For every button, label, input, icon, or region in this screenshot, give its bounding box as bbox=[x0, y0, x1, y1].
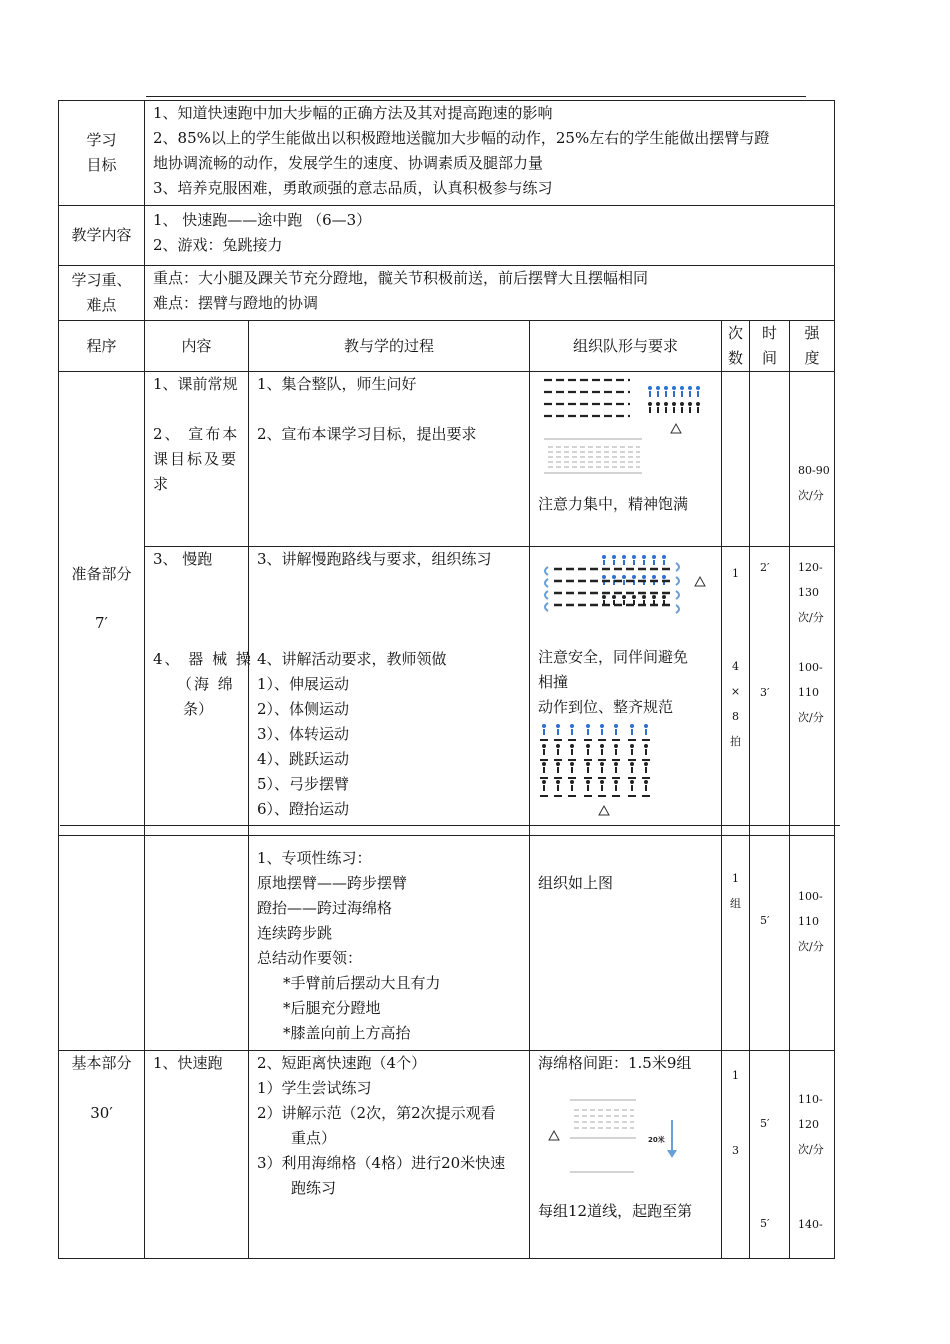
header-intensity-1: 强 bbox=[804, 324, 820, 342]
org-note: 注意力集中，精神饱满 bbox=[538, 495, 689, 513]
content-line: 条） bbox=[183, 700, 214, 718]
keypoints-label bbox=[59, 266, 145, 321]
prep-routine-duration bbox=[750, 372, 790, 547]
intensity-line: 次/分 bbox=[798, 940, 824, 953]
objective-line: 3、培养克服困难，勇敢顽强的意志品质，认真积极参与练习 bbox=[153, 179, 553, 197]
prep-routine-times bbox=[722, 372, 750, 547]
process-line: 4、讲解活动要求，教师领做 bbox=[257, 650, 447, 668]
content-line: 课目标及要 bbox=[153, 450, 239, 468]
prep-warmup-duration bbox=[750, 547, 790, 836]
prep-section-time: 7′ bbox=[95, 614, 108, 632]
prep-routine-process bbox=[249, 372, 530, 547]
objectives-label-2: 目标 bbox=[86, 156, 117, 174]
basic-intensity bbox=[790, 1051, 835, 1259]
process-line: 1、专项性练习： bbox=[257, 849, 372, 867]
times-line: 8 bbox=[732, 710, 739, 723]
process-line: 3）、体转运动 bbox=[257, 725, 350, 743]
process-line: 2、宣布本课学习目标，提出要求 bbox=[257, 425, 477, 443]
times-line: 4 bbox=[732, 660, 739, 673]
content-line: 1、快速跑 bbox=[153, 1054, 223, 1072]
special-process bbox=[249, 836, 530, 1051]
org-note: 相撞 bbox=[538, 673, 569, 691]
process-line: *膝盖向前上方高抬 bbox=[283, 1024, 411, 1042]
process-line: 重点） bbox=[291, 1129, 337, 1147]
intensity-line: 120- bbox=[798, 561, 823, 574]
prep-warmup-org bbox=[530, 547, 722, 836]
times-line: 组 bbox=[730, 897, 741, 910]
intensity-line: 次/分 bbox=[798, 1143, 824, 1156]
process-line: 2、短距离快速跑（4个） bbox=[257, 1054, 427, 1072]
header-duration-1: 时 bbox=[761, 324, 777, 342]
process-line: 6）、蹬抬运动 bbox=[257, 800, 350, 818]
duration-line: 5′ bbox=[760, 914, 770, 927]
header-intensity-2: 度 bbox=[804, 349, 820, 367]
prep-row-routine bbox=[59, 372, 835, 547]
special-procedure bbox=[59, 836, 145, 1051]
intensity-line: 100- bbox=[798, 661, 823, 674]
process-line: 2）、体侧运动 bbox=[257, 700, 350, 718]
intensity-line: 次/分 bbox=[798, 711, 824, 724]
keypoint-line: 难点：摆臂与蹬地的协调 bbox=[153, 294, 319, 312]
basic-section-time: 30′ bbox=[90, 1104, 113, 1122]
special-org bbox=[530, 836, 722, 1051]
objectives-label bbox=[59, 101, 145, 206]
intensity-line: 次/分 bbox=[798, 611, 824, 624]
jogging-route-diagram bbox=[530, 547, 720, 637]
special-duration bbox=[750, 836, 790, 1051]
prep-warmup-times bbox=[722, 547, 750, 836]
header-times-2: 数 bbox=[727, 349, 743, 367]
duration-line: 2′ bbox=[760, 561, 770, 574]
special-times bbox=[722, 836, 750, 1051]
content-line: 1、 快速跑——途中跑 （6—3） bbox=[153, 211, 372, 229]
basic-section-title: 基本部分 bbox=[71, 1054, 132, 1072]
prep-row-warmup bbox=[59, 547, 835, 836]
duration-line: 5′ bbox=[760, 1217, 770, 1230]
content-text bbox=[145, 206, 835, 266]
keypoints-row bbox=[59, 266, 835, 321]
content-line: 4、 器 械 操 bbox=[153, 650, 253, 668]
header-duration-2: 间 bbox=[761, 349, 777, 367]
section-divider-line bbox=[60, 825, 840, 826]
times-line: 拍 bbox=[730, 735, 741, 748]
special-practice-row bbox=[59, 836, 835, 1051]
header-rule bbox=[146, 96, 806, 97]
basic-org bbox=[530, 1051, 722, 1259]
org-note: 注意安全，同伴间避免 bbox=[538, 648, 689, 666]
special-intensity bbox=[790, 836, 835, 1051]
header-intensity bbox=[790, 321, 835, 372]
intensity-line: 140- bbox=[798, 1218, 823, 1231]
times-line: 1 bbox=[732, 1069, 739, 1082]
org-note: 组织如上图 bbox=[538, 874, 614, 892]
keypoints-text bbox=[145, 266, 835, 321]
process-line: 3、讲解慢跑路线与要求，组织练习 bbox=[257, 550, 492, 568]
process-line: 1、集合整队，师生问好 bbox=[257, 375, 417, 393]
duration-line: 3′ bbox=[760, 686, 770, 699]
process-line: *后腿充分蹬地 bbox=[283, 999, 381, 1017]
prep-warmup-content bbox=[145, 547, 253, 836]
objective-line: 地协调流畅的动作，发展学生的速度、协调素质及腿部力量 bbox=[153, 154, 544, 172]
header-process: 教与学的过程 bbox=[249, 321, 530, 372]
basic-duration bbox=[750, 1051, 790, 1259]
header-duration bbox=[750, 321, 790, 372]
intensity-line: 110 bbox=[798, 686, 819, 699]
objectives-row bbox=[59, 101, 835, 206]
assembly-formation-diagram bbox=[530, 372, 720, 490]
intensity-line: 次/分 bbox=[798, 489, 824, 502]
prep-warmup-process bbox=[249, 547, 530, 836]
header-times-1: 次 bbox=[727, 324, 743, 342]
content-line: 2、 宣布本 bbox=[153, 425, 240, 443]
content-label: 教学内容 bbox=[59, 206, 145, 266]
process-line: 跑练习 bbox=[291, 1179, 337, 1197]
prep-section-title: 准备部分 bbox=[71, 565, 132, 583]
process-line: 1）学生尝试练习 bbox=[257, 1079, 372, 1097]
column-header-row bbox=[59, 321, 835, 372]
times-line: 1 bbox=[732, 567, 739, 580]
intensity-line: 110- bbox=[798, 1093, 823, 1106]
objective-line: 1、知道快速跑中加大步幅的正确方法及其对提高跑速的影响 bbox=[153, 104, 553, 122]
content-line: 1、课前常规 bbox=[153, 375, 238, 393]
intensity-line: 130 bbox=[798, 586, 819, 599]
content-line: 求 bbox=[153, 475, 169, 493]
intensity-line: 80-90 bbox=[798, 464, 830, 477]
intensity-line: 100- bbox=[798, 890, 823, 903]
content-line: 3、 慢跑 bbox=[153, 550, 213, 568]
prep-section-label bbox=[59, 372, 145, 836]
org-note: 动作到位、整齐规范 bbox=[538, 698, 674, 716]
basic-section-label bbox=[59, 1051, 145, 1259]
process-line: 2）讲解示范（2次，第2次提示观看 bbox=[257, 1104, 496, 1122]
process-line: 5）、弓步摆臂 bbox=[257, 775, 350, 793]
distance-label: 20米 bbox=[648, 1136, 665, 1144]
process-line: 总结动作要领： bbox=[257, 949, 363, 967]
times-line: 3 bbox=[732, 1144, 739, 1157]
basic-content bbox=[145, 1051, 249, 1259]
special-content bbox=[145, 836, 249, 1051]
org-note: 每组12道线，起跑至第 bbox=[538, 1202, 693, 1220]
objective-line: 2、85%以上的学生能做出以积极蹬地送髋加大步幅的动作，25%左右的学生能做出摆臂与蹬 bbox=[153, 129, 770, 147]
times-line: × bbox=[730, 685, 741, 698]
sponge-grid-diagram bbox=[538, 1076, 714, 1186]
basic-times bbox=[722, 1051, 750, 1259]
header-organization: 组织队形与要求 bbox=[530, 321, 722, 372]
prep-routine-org bbox=[530, 372, 722, 547]
content-line: 2、游戏：兔跳接力 bbox=[153, 236, 283, 254]
process-line: 蹬抬——跨过海绵格 bbox=[257, 899, 393, 917]
intensity-line: 120 bbox=[798, 1118, 819, 1131]
header-procedure: 程序 bbox=[59, 321, 145, 372]
process-line: 连续跨步跳 bbox=[257, 924, 333, 942]
times-line: 1 bbox=[732, 872, 739, 885]
keypoints-label-1: 学习重、 bbox=[71, 271, 132, 289]
process-line: 3）利用海绵格（4格）进行20米快速 bbox=[257, 1154, 506, 1172]
process-line: *手臂前后摆动大且有力 bbox=[283, 974, 441, 992]
process-line: 4）、跳跃运动 bbox=[257, 750, 350, 768]
prep-routine-content bbox=[145, 372, 249, 547]
header-times bbox=[722, 321, 750, 372]
header-content: 内容 bbox=[145, 321, 249, 372]
duration-line: 5′ bbox=[760, 1117, 770, 1130]
keypoints-label-2: 难点 bbox=[86, 296, 117, 314]
equipment-exercise-formation-diagram bbox=[530, 720, 720, 820]
intensity-line: 110 bbox=[798, 915, 819, 928]
prep-warmup-intensity bbox=[790, 547, 835, 836]
basic-process bbox=[249, 1051, 530, 1259]
lesson-plan-table bbox=[58, 100, 835, 1259]
org-note: 海绵格间距：1.5米9组 bbox=[538, 1054, 692, 1072]
basic-part-row bbox=[59, 1051, 835, 1259]
objectives-label-1: 学习 bbox=[86, 131, 117, 149]
content-row bbox=[59, 206, 835, 266]
content-line: （海 绵 bbox=[177, 675, 235, 693]
keypoint-line: 重点：大小腿及踝关节充分蹬地，髋关节积极前送，前后摆臂大且摆幅相同 bbox=[153, 269, 649, 287]
prep-routine-intensity bbox=[790, 372, 835, 547]
process-line: 原地摆臂——跨步摆臂 bbox=[257, 874, 408, 892]
objectives-text bbox=[145, 101, 835, 206]
process-line: 1）、伸展运动 bbox=[257, 675, 350, 693]
